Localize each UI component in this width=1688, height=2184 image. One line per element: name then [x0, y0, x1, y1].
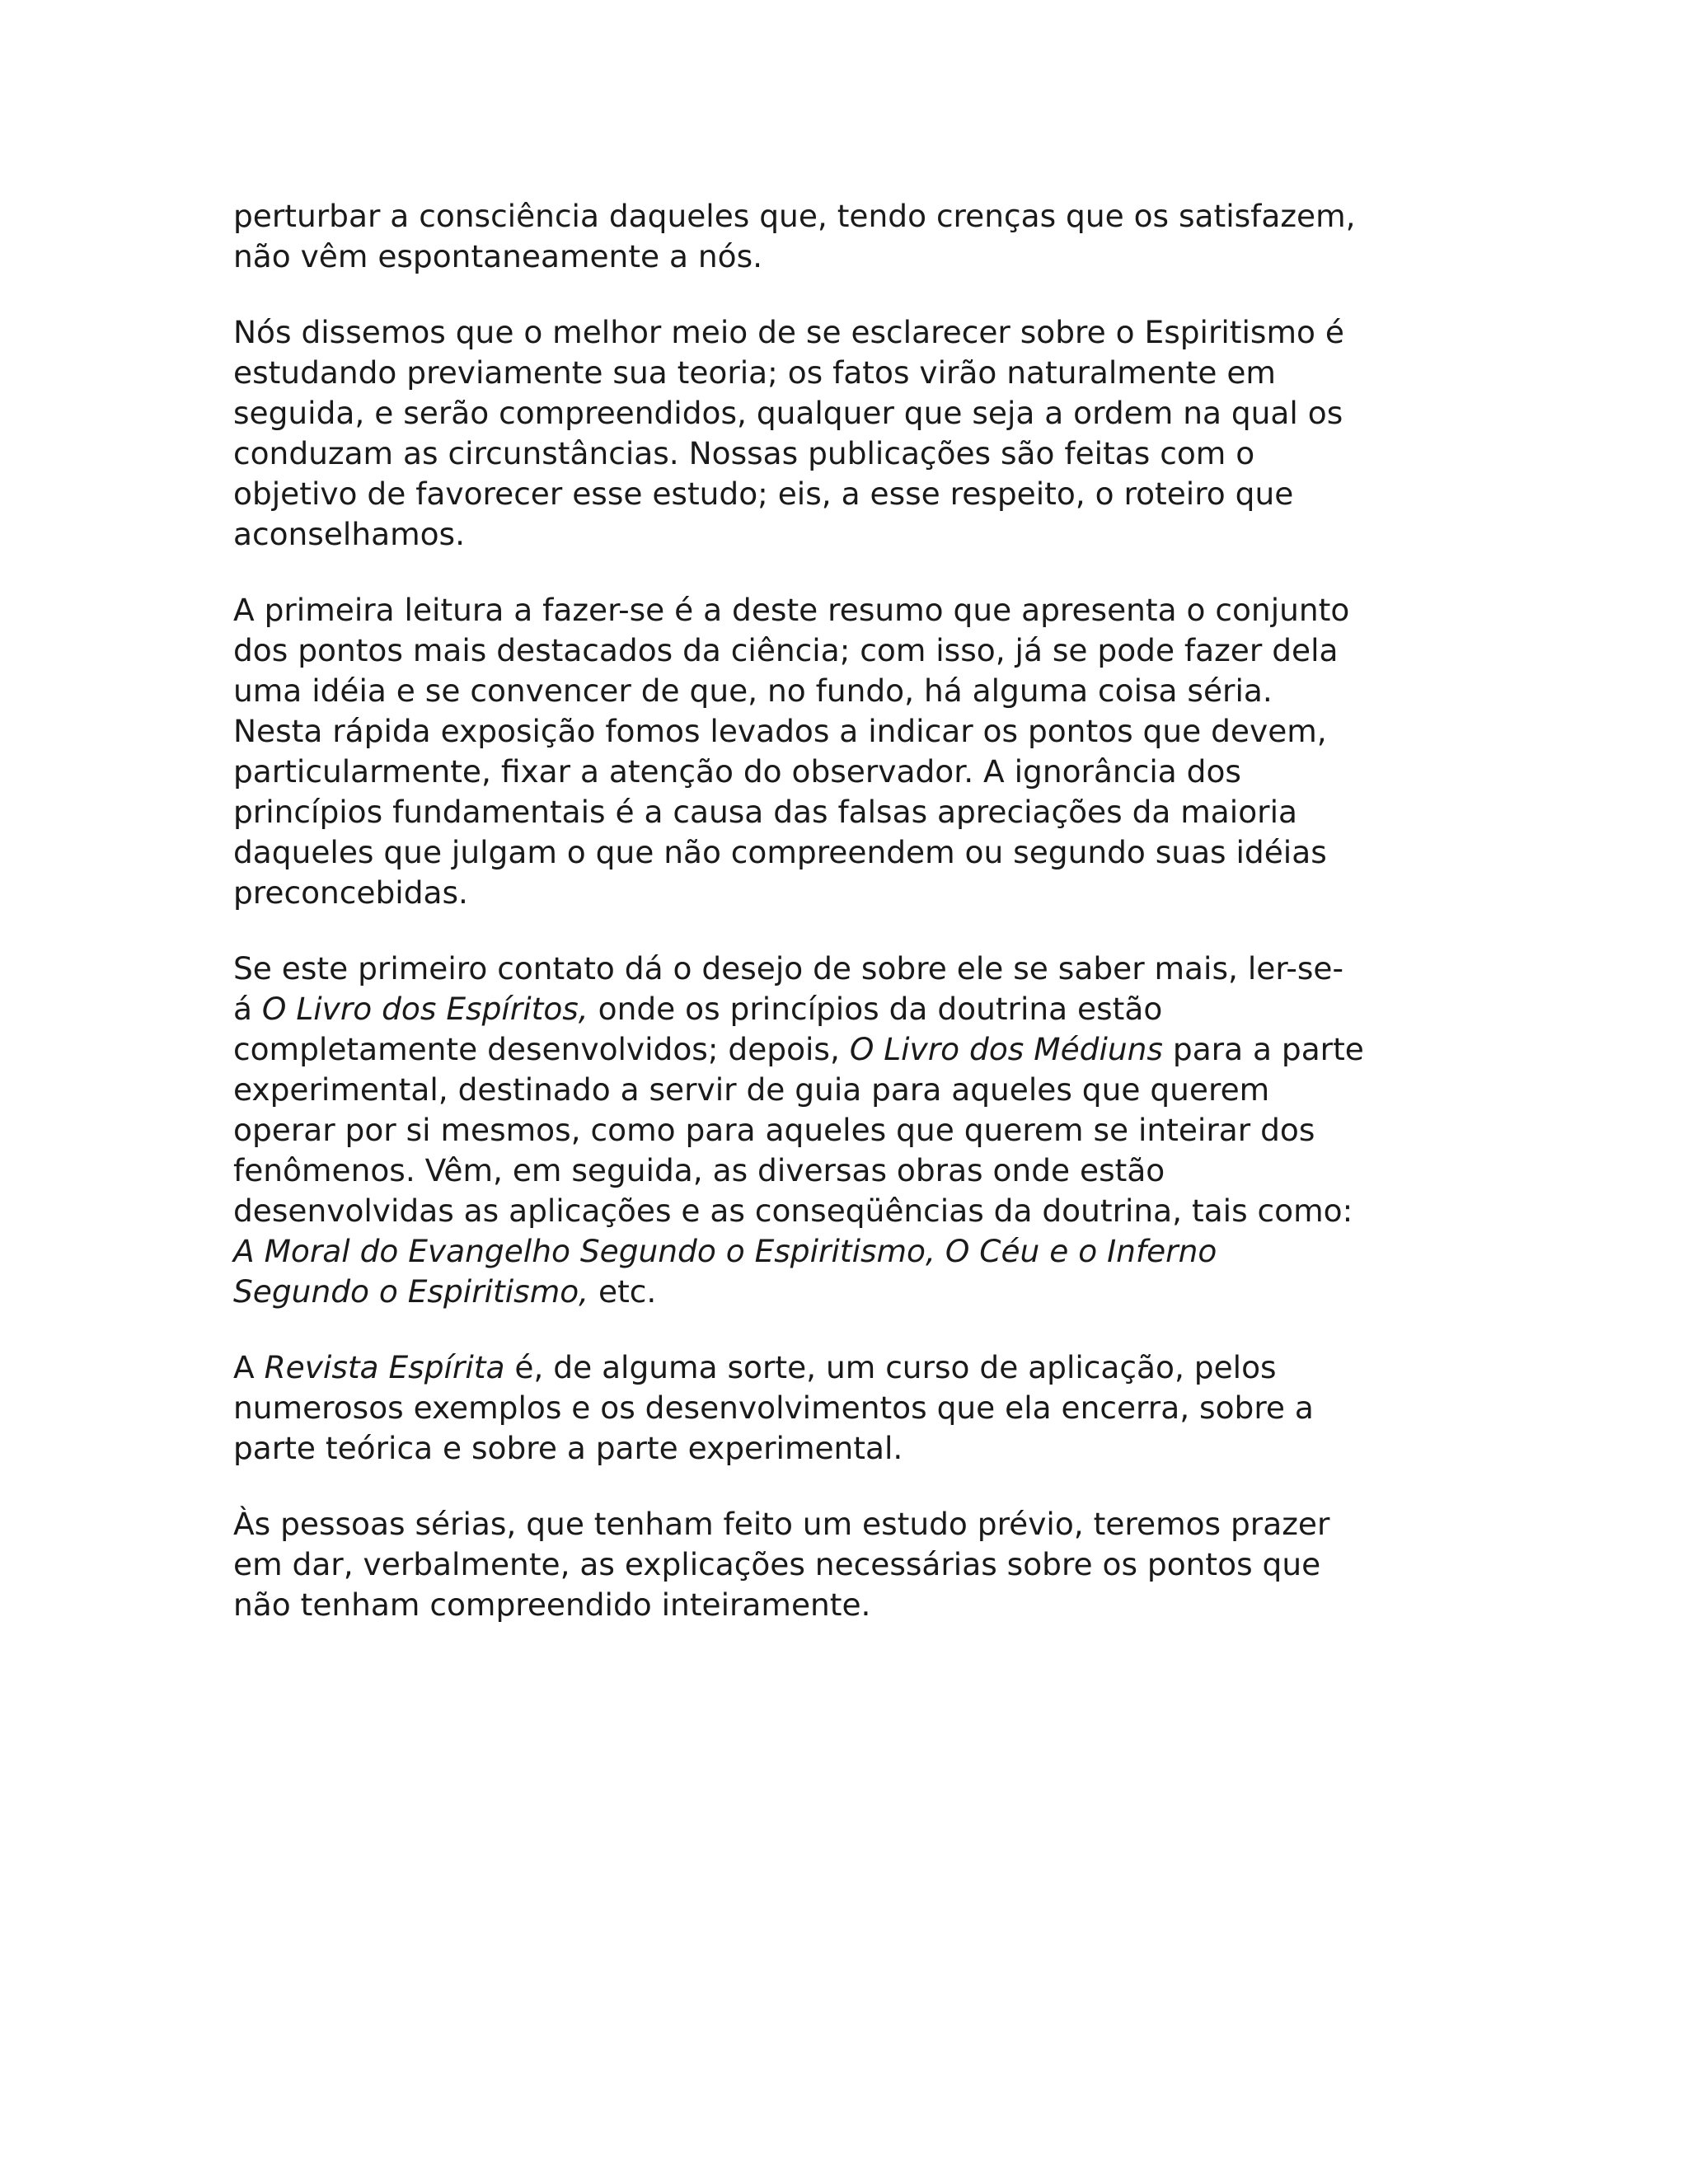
body-text	[233, 196, 1470, 1661]
text-line	[233, 1428, 1470, 1469]
text-line	[233, 312, 1470, 353]
text-segment: uma idéia e se convencer de que, no fundo, há alguma coisa séria.	[233, 673, 1273, 709]
text-segment: experimental, destinado a servir de guia para aqueles que querem	[233, 1071, 1270, 1108]
text-segment: fenômenos. Vêm, em seguida, as diversas obras onde estão	[233, 1152, 1165, 1188]
text-segment: á	[233, 991, 262, 1027]
text-segment: Se este primeiro contato dá o desejo de sobre ele se saber mais, ler-se-	[233, 950, 1344, 987]
text-line	[233, 1231, 1470, 1272]
text-segment: Às pessoas sérias, que tenham feito um estudo prévio, teremos prazer	[233, 1506, 1330, 1542]
text-line	[233, 671, 1470, 711]
text-line	[233, 590, 1470, 630]
text-segment: A	[233, 1349, 265, 1385]
text-line	[233, 353, 1470, 393]
text-line	[233, 1544, 1470, 1585]
text-segment: para a parte	[1162, 1031, 1364, 1067]
text-segment: seguida, e serão compreendidos, qualquer que seja a ordem na qual os	[233, 395, 1343, 431]
text-line	[233, 1151, 1470, 1191]
text-segment: etc.	[588, 1273, 657, 1310]
text-segment: aconselhamos.	[233, 516, 466, 552]
text-line	[233, 630, 1470, 671]
paragraph-2	[233, 312, 1470, 555]
text-line	[233, 949, 1470, 989]
text-segment: particularmente, fixar a atenção do observador. A ignorância dos	[233, 753, 1241, 790]
text-segment: é, de alguma sorte, um curso de aplicação, pelos	[504, 1349, 1277, 1385]
text-line	[233, 1070, 1470, 1110]
paragraph-4	[233, 949, 1470, 1312]
text-line	[233, 393, 1470, 434]
text-line	[233, 1347, 1470, 1388]
text-segment: princípios fundamentais é a causa das falsas apreciações da maioria	[233, 794, 1297, 830]
text-line	[233, 873, 1470, 913]
text-line	[233, 832, 1470, 873]
text-segment: preconcebidas.	[233, 874, 468, 911]
text-segment: Nós dissemos que o melhor meio de se esclarecer sobre o Espiritismo é	[233, 314, 1344, 350]
text-line	[233, 1272, 1470, 1312]
text-line	[233, 474, 1470, 514]
text-segment: A primeira leitura a fazer-se é a deste resumo que apresenta o conjunto	[233, 592, 1350, 628]
paragraph-6	[233, 1504, 1470, 1625]
text-segment: objetivo de favorecer esse estudo; eis, a esse respeito, o roteiro que	[233, 476, 1294, 512]
text-segment: dos pontos mais destacados da ciência; com isso, já se pode fazer dela	[233, 632, 1339, 668]
text-segment: numerosos exemplos e os desenvolvimentos que ela encerra, sobre a	[233, 1390, 1314, 1426]
text-segment: desenvolvidas as aplicações e as conseqüências da doutrina, tais como:	[233, 1193, 1353, 1229]
text-segment: daqueles que julgam o que não compreendem ou segundo suas idéias	[233, 834, 1327, 870]
text-line	[233, 434, 1470, 474]
text-segment: perturbar a consciência daqueles que, tendo crenças que os satisfazem,	[233, 198, 1356, 234]
text-segment: conduzam as circunstâncias. Nossas publicações são feitas com o	[233, 435, 1255, 471]
text-line	[233, 792, 1470, 832]
text-segment: completamente desenvolvidos; depois,	[233, 1031, 850, 1067]
paragraph-1	[233, 196, 1470, 277]
text-line	[233, 196, 1470, 237]
paragraph-3	[233, 590, 1470, 913]
text-segment: Nesta rápida exposição fomos levados a indicar os pontos que devem,	[233, 713, 1327, 749]
text-line	[233, 989, 1470, 1029]
text-line	[233, 1504, 1470, 1544]
italic-title: O Livro dos Espíritos,	[261, 991, 588, 1027]
text-line	[233, 237, 1470, 277]
text-segment: não tenham compreendido inteiramente.	[233, 1586, 871, 1623]
text-line	[233, 752, 1470, 792]
text-line	[233, 1029, 1470, 1070]
italic-title: A Moral do Evangelho Segundo o Espiritismo, O Céu e o Inferno	[233, 1233, 1217, 1269]
italic-title: Segundo o Espiritismo,	[233, 1273, 589, 1310]
text-line	[233, 1110, 1470, 1151]
text-segment: parte teórica e sobre a parte experimental.	[233, 1430, 903, 1466]
italic-title: Revista Espírita	[264, 1349, 505, 1385]
text-segment: não vêm espontaneamente a nós.	[233, 238, 763, 274]
text-segment: em dar, verbalmente, as explicações necessárias sobre os pontos que	[233, 1546, 1321, 1582]
text-line	[233, 1191, 1470, 1231]
text-line	[233, 1585, 1470, 1625]
paragraph-5	[233, 1347, 1470, 1469]
italic-title: O Livro dos Médiuns	[849, 1031, 1163, 1067]
text-segment: estudando previamente sua teoria; os fatos virão naturalmente em	[233, 354, 1276, 391]
text-line	[233, 711, 1470, 752]
text-line	[233, 1388, 1470, 1428]
text-line	[233, 514, 1470, 555]
text-segment: onde os princípios da doutrina estão	[588, 991, 1163, 1027]
text-segment: operar por si mesmos, como para aqueles que querem se inteirar dos	[233, 1112, 1315, 1148]
